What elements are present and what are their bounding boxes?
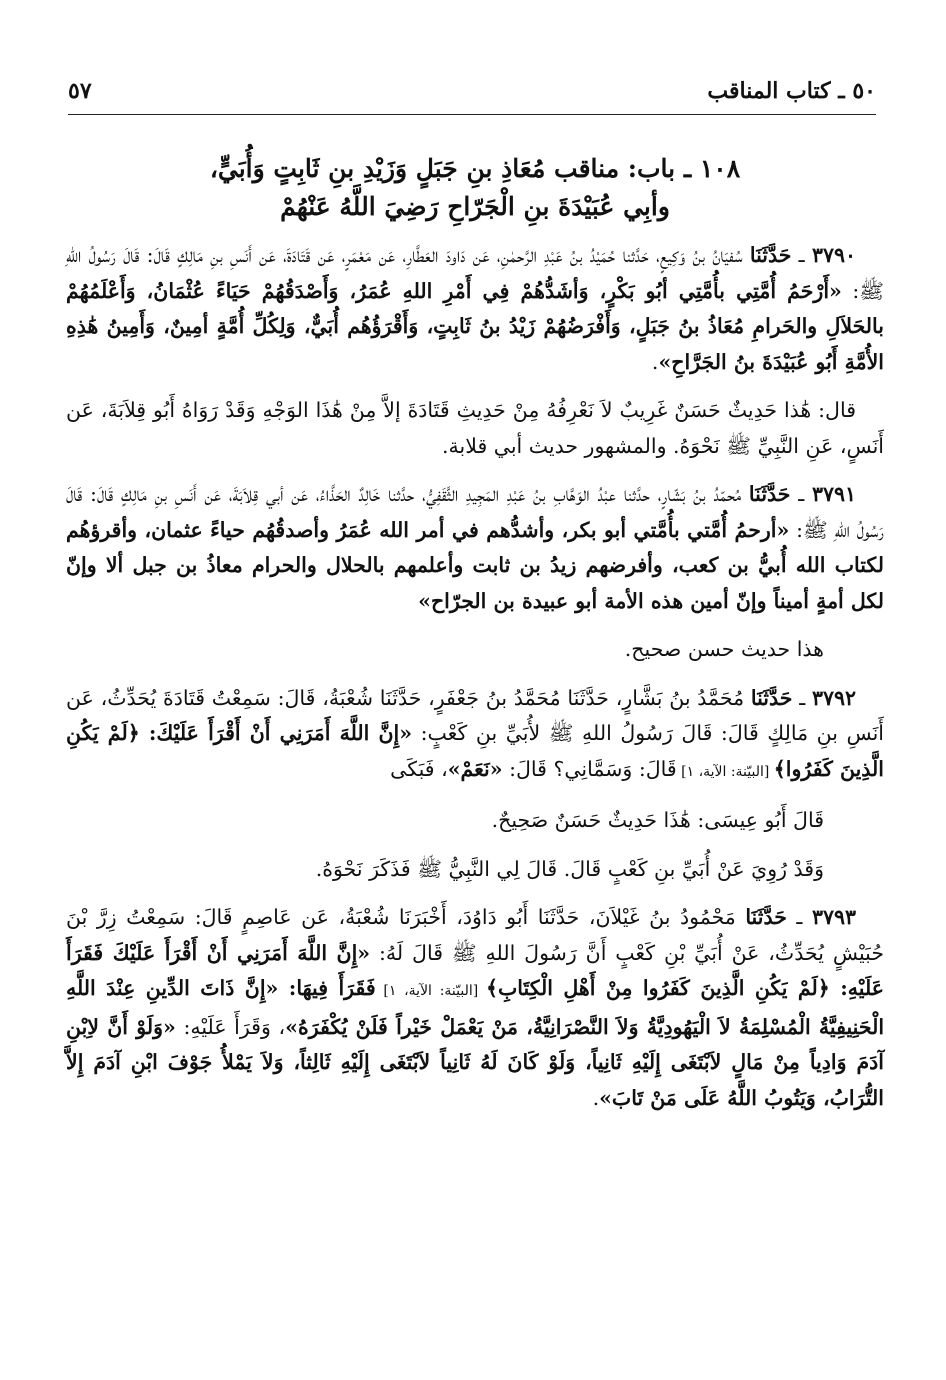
hadith-matn: «إِنَّ اللَّهَ أَمَرَنِي أَنْ أَقْرَأَ عَلَيْكَ: ﴿لَمْ يَكُنِ الَّذِينَ كَفَرُوا﴾ bbox=[66, 721, 884, 781]
hadith-number: ٣٧٩١ bbox=[811, 482, 856, 506]
comment-3791: هذا حديث حسن صحيح. bbox=[624, 637, 824, 661]
hadith-text: ، وَقَرَأَ عَلَيْهِ: bbox=[175, 1014, 286, 1039]
hadith-3791: ٣٧٩١ ـ حَدَّثَنَا مُحمّدُ بنُ بَشّارٍ، حدَّثنا عبْدُ الوَهَّابِ بنُ عَبْدِ المَجِيدِ الثَّقَفِيُّ، حدَّثنا خَالِدٌ الحَذَّاءُ، عَن أبي قِلاَبَةَ، عَن أَنَسِ بنِ مَالِكٍ قَالَ: قَالَ رَسُولُ اللهِ ﷺ: «أرحمُ أُمَّتي بأُمَّتي أبو بكر، وأشدُّهم في أمر الله عُمَرُ وأصدقُهُم حياءً عثمان، وأقرؤهُم لكتاب الله أُبيُّ بن كعب، وأفرضهم زيدُ بن ثابت وأعلمهم بالحلال والحرام معاذُ بن جبل ألا وإنّ لكل أمةٍ أميناً وإنّ أمين هذه الأمة أبو عبيدة بن الجرّاح» bbox=[66, 482, 884, 613]
chapter-heading-line-2: وأبِي عُبَيْدَةَ بنِ الْجَرّاحِ رَضِيَ اللَّهُ عَنْهُمْ bbox=[280, 192, 670, 221]
hadith-isnad: مُحَمَّدُ بنُ بَشَّارٍ، حَدَّثَنَا مُحَمَّدُ بنُ جَعْفَرٍ، حَدَّثَنَا شُعْبَةُ، قَالَ: سَمِعْتُ قَتَادَةَ يُحَدِّثُ، عَن أَنَسِ بنِ مَالِكٍ قَالَ: قَالَ رَسُولُ اللهِ ﷺ لأُبَيِّ بنِ كَعْبٍ: bbox=[66, 685, 885, 745]
hadith-matn: «أَرْحَمُ أُمَّتِي بأُمَّتِي أبُو بَكْرٍ، وَأشَدُّهُمْ فِي أَمْرِ اللهِ عُمَرُ، وَأَصْدَقُهُمْ حَيَاءً عُثْمَانُ، وَأَعْلَمُهُمْ بالحَلاَلِ والحَرامِ مُعَاذُ بنُ جَبَلٍ، وَأَفْرَضُهُمْ زَيْدُ بنُ ثَابِتٍ، وَأَقْرَؤُهُم أُبَيٌّ، وَلِكُلِّ أُمَّةٍ أمِينٌ، وَأَمِينُ هَٰذِهِ الأُمَّةِ أَبُو عُبَيْدَةَ بنُ الجَرَّاحِ» bbox=[66, 278, 884, 374]
quran-reference: [البيّنة: الآية، ١] bbox=[676, 763, 774, 780]
haddathana-word: حَدَّثَنَا bbox=[748, 482, 791, 506]
hadith-end: . bbox=[592, 1085, 600, 1110]
quran-reference: [البيّنة: الآية، ١] bbox=[375, 983, 486, 999]
comment-3792-a: قَالَ أَبُو عِيسَى: هَٰذَا حَدِيثٌ حَسَنٌ صَحِيحٌ. bbox=[491, 808, 824, 832]
hadith-end: ، فَبَكَى bbox=[390, 756, 448, 781]
chapter-heading bbox=[66, 150, 884, 226]
comment-3792-b: وَقَدْ رُوِيَ عَنْ أُبَيِّ بنِ كَعْبٍ قَالَ. قَالَ لِي النَّبِيُّ ﷺ فَذَكَرَ نَحْوَهُ. bbox=[315, 856, 824, 881]
hadith-3792: ٣٧٩٢ ـ حَدَّثَنَا مُحَمَّدُ بنُ بَشَّارٍ، حَدَّثَنَا مُحَمَّدُ بنُ جَعْفَرٍ، حَدَّثَنَا شُعْبَةُ، قَالَ: سَمِعْتُ قَتَادَةَ يُحَدِّثُ، عَن أَنَسِ بنِ مَالِكٍ قَالَ: قَالَ رَسُولُ اللهِ ﷺ لأُبَيِّ بنِ كَعْبٍ: «إِنَّ اللَّهَ أَمَرَنِي أَنْ أَقْرَأَ عَلَيْكَ: ﴿لَمْ يَكُنِ الَّذِينَ كَفَرُوا﴾ [البيّنة: الآية، ١] قَالَ: وَسَمَّانِي؟ قَالَ: «نَعَمْ»، فَبَكَى bbox=[66, 685, 885, 781]
hadith-end: . bbox=[651, 349, 659, 374]
chapter-title: ٥٠ ـ كتاب المناقب bbox=[707, 78, 876, 104]
comment-3790: قال: هَٰذا حَدِيثٌ حَسَنٌ غَرِيبٌ لاَ نَعْرِفُهُ مِنْ حَدِيثِ قَتَادَةَ إلاَّ مِنْ هَٰذَا الوَجْهِ وَقَدْ رَوَاهُ أَبُو قِلاَبَةَ، عَن أَنَسٍ، عَنِ النَّبِيِّ ﷺ نَحْوَهُ. والمشهور حديث أبي قلابة. bbox=[66, 398, 884, 458]
page-content bbox=[66, 150, 884, 1129]
hadith-isnad: مُحمّدُ بنُ بَشّارٍ، حدَّثنا عبْدُ الوَهَّابِ بنُ عَبْدِ المَجِيدِ الثَّقَفِيُّ، حدَّثنا خَالِدٌ الحَذَّاءُ، عَن أبي قِلاَبَةَ، عَن أَنَسِ بنِ مَالِكٍ قَالَ: قَالَ رَسُولُ اللهِ ﷺ: bbox=[66, 482, 884, 542]
running-head bbox=[68, 78, 876, 115]
page-number: ٥٧ bbox=[68, 78, 92, 104]
hadith-matn-2: «نَعَمْ» bbox=[447, 756, 503, 781]
hadith-number: ٣٧٩٠ bbox=[811, 243, 856, 267]
hadith-isnad: سُفيَانُ بنُ وَكِيعٍ، حَدَّثنا حُمَيْدُ بنُ عَبْدِ الرَّحمٰنِ، عَن دَاودَ العَطَّارِ، عَن مَعْمَرٍ، عَن قَتَادَةَ، عَن أَنَسِ بنِ مَالِكٍ قَالَ: قَالَ رَسُولُ اللهِ ﷺ: bbox=[66, 243, 884, 303]
chapter-heading-line-1: ١٠٨ ـ باب: مناقب مُعَاذِ بنِ جَبَلٍ وَزَيْدِ بنِ ثَابِتٍ وَأُبَيٍّ، bbox=[209, 154, 741, 183]
hadith-matn: «إِنَّ اللَّهَ أَمَرَنِي أَنْ أَقْرَأَ عَلَيْكَ فَقَرَأَ عَلَيْهِ: ﴿لَمْ يَكُنِ الَّذِينَ كَفَرُوا مِنْ أَهْلِ الْكِتَابِ﴾ bbox=[66, 940, 884, 1000]
hadith-3790: ٣٧٩٠ ـ حَدَّثَنَا سُفيَانُ بنُ وَكِيعٍ، حَدَّثنا حُمَيْدُ بنُ عَبْدِ الرَّحمٰنِ، عَن دَاودَ العَطَّارِ، عَن مَعْمَرٍ، عَن قَتَادَةَ، عَن أَنَسِ بنِ مَالِكٍ قَالَ: قَالَ رَسُولُ اللهِ ﷺ: «أَرْحَمُ أُمَّتِي بأُمَّتِي أبُو بَكْرٍ، وَأشَدُّهُمْ فِي أَمْرِ اللهِ عُمَرُ، وَأَصْدَقُهُمْ حَيَاءً عُثْمَانُ، وَأَعْلَمُهُمْ بالحَلاَلِ والحَرامِ مُعَاذُ بنُ جَبَلٍ، وَأَفْرَضُهُمْ زَيْدُ بنُ ثَابِتٍ، وَأَقْرَؤُهُم أُبَيٌّ، وَلِكُلِّ أُمَّةٍ أمِينٌ، وَأَمِينُ هَٰذِهِ الأُمَّةِ أَبُو عُبَيْدَةَ بنُ الجَرَّاحِ». bbox=[66, 243, 884, 374]
hadith-text: قَالَ: وَسَمَّانِي؟ قَالَ: bbox=[502, 756, 677, 781]
hadith-number: ٣٧٩٢ bbox=[811, 685, 856, 710]
hadith-matn-2: فَقَرَأَ فِيهَا: «إِنَّ ذَاتَ الدِّينِ عِنْدَ اللَّهِ الْحَنِيفِيَّةُ الْمُسْلِمَةُ لاَ الْيَهُودِيَّةُ وَلاَ النَّصْرَانِيَّةُ، مَنْ يَعْمَلْ خَيْراً فَلَنْ يُكْفَرَهُ» bbox=[66, 976, 885, 1039]
haddathana-word: حَدَّثَنَا bbox=[750, 685, 793, 710]
hadith-isnad: مَحْمُودُ بنُ غَيْلاَنَ، حَدَّثَنَا أَبُو دَاوُدَ، أَخْبَرَنَا شُعْبَةُ، عَن عَاصِمٍ قَالَ: سَمِعْتُ زِرَّ بْنَ حُبَيْشٍ يُحَدِّثُ، عَنْ أُبَيِّ بْنِ كَعْبٍ أَنَّ رَسُولَ اللهِ ﷺ قَالَ لَهُ: bbox=[66, 905, 884, 965]
haddathana-word: حَدَّثَنَا bbox=[749, 243, 792, 267]
hadith-matn: «أرحمُ أُمَّتي بأُمَّتي أبو بكر، وأشدُّهم في أمر الله عُمَرُ وأصدقُهُم حياءً عثمان، وأقرؤهُم لكتاب الله أُبيُّ بن كعب، وأفرضهم زيدُ بن ثابت وأعلمهم بالحلال والحرام معاذُ بن جبل ألا وإنّ لكل أمةٍ أميناً وإنّ أمين هذه الأمة أبو عبيدة بن الجرّاح» bbox=[66, 517, 884, 613]
hadith-matn-3: «وَلَوْ أَنَّ لاِبْنِ آدَمَ وَادِياً مِنْ مَالٍ لاَبْتَغَى إِلَيْهِ ثَانِياً، وَلَوْ كَانَ لَهُ ثَانِياً لاَبْتَغَى إِلَيْهِ ثَالِثاً، وَلاَ يَمْلأُ جَوْفَ ابْنِ آدَمَ إِلاَّ التُّرَابُ، وَيَتُوبُ اللَّهُ عَلَى مَنْ تَابَ» bbox=[66, 1014, 884, 1110]
hadith-number: ٣٧٩٣ bbox=[811, 905, 856, 929]
hadith-3793: ٣٧٩٣ ـ حَدَّثَنَا مَحْمُودُ بنُ غَيْلاَنَ، حَدَّثَنَا أَبُو دَاوُدَ، أَخْبَرَنَا شُعْبَةُ، عَن عَاصِمٍ قَالَ: سَمِعْتُ زِرَّ بْنَ حُبَيْشٍ يُحَدِّثُ، عَنْ أُبَيِّ بْنِ كَعْبٍ أَنَّ رَسُولَ اللهِ ﷺ قَالَ لَهُ: «إِنَّ اللَّهَ أَمَرَنِي أَنْ أَقْرَأَ عَلَيْكَ فَقَرَأَ عَلَيْهِ: ﴿لَمْ يَكُنِ الَّذِينَ كَفَرُوا مِنْ أَهْلِ الْكِتَابِ﴾ [البيّنة: الآية، ١] فَقَرَأَ فِيهَا: «إِنَّ ذَاتَ الدِّينِ عِنْدَ اللَّهِ الْحَنِيفِيَّةُ الْمُسْلِمَةُ لاَ الْيَهُودِيَّةُ وَلاَ النَّصْرَانِيَّةُ، مَنْ يَعْمَلْ خَيْراً فَلَنْ يُكْفَرَهُ»، وَقَرَأَ عَلَيْهِ: «وَلَوْ أَنَّ لاِبْنِ آدَمَ وَادِياً مِنْ مَالٍ لاَبْتَغَى إِلَيْهِ ثَانِياً، وَلَوْ كَانَ لَهُ ثَانِياً لاَبْتَغَى إِلَيْهِ ثَالِثاً، وَلاَ يَمْلأُ جَوْفَ ابْنِ آدَمَ إِلاَّ التُّرَابُ، وَيَتُوبُ اللَّهُ عَلَى مَنْ تَابَ». bbox=[66, 905, 885, 1110]
haddathana-word: حَدَّثَنَا bbox=[745, 905, 787, 929]
